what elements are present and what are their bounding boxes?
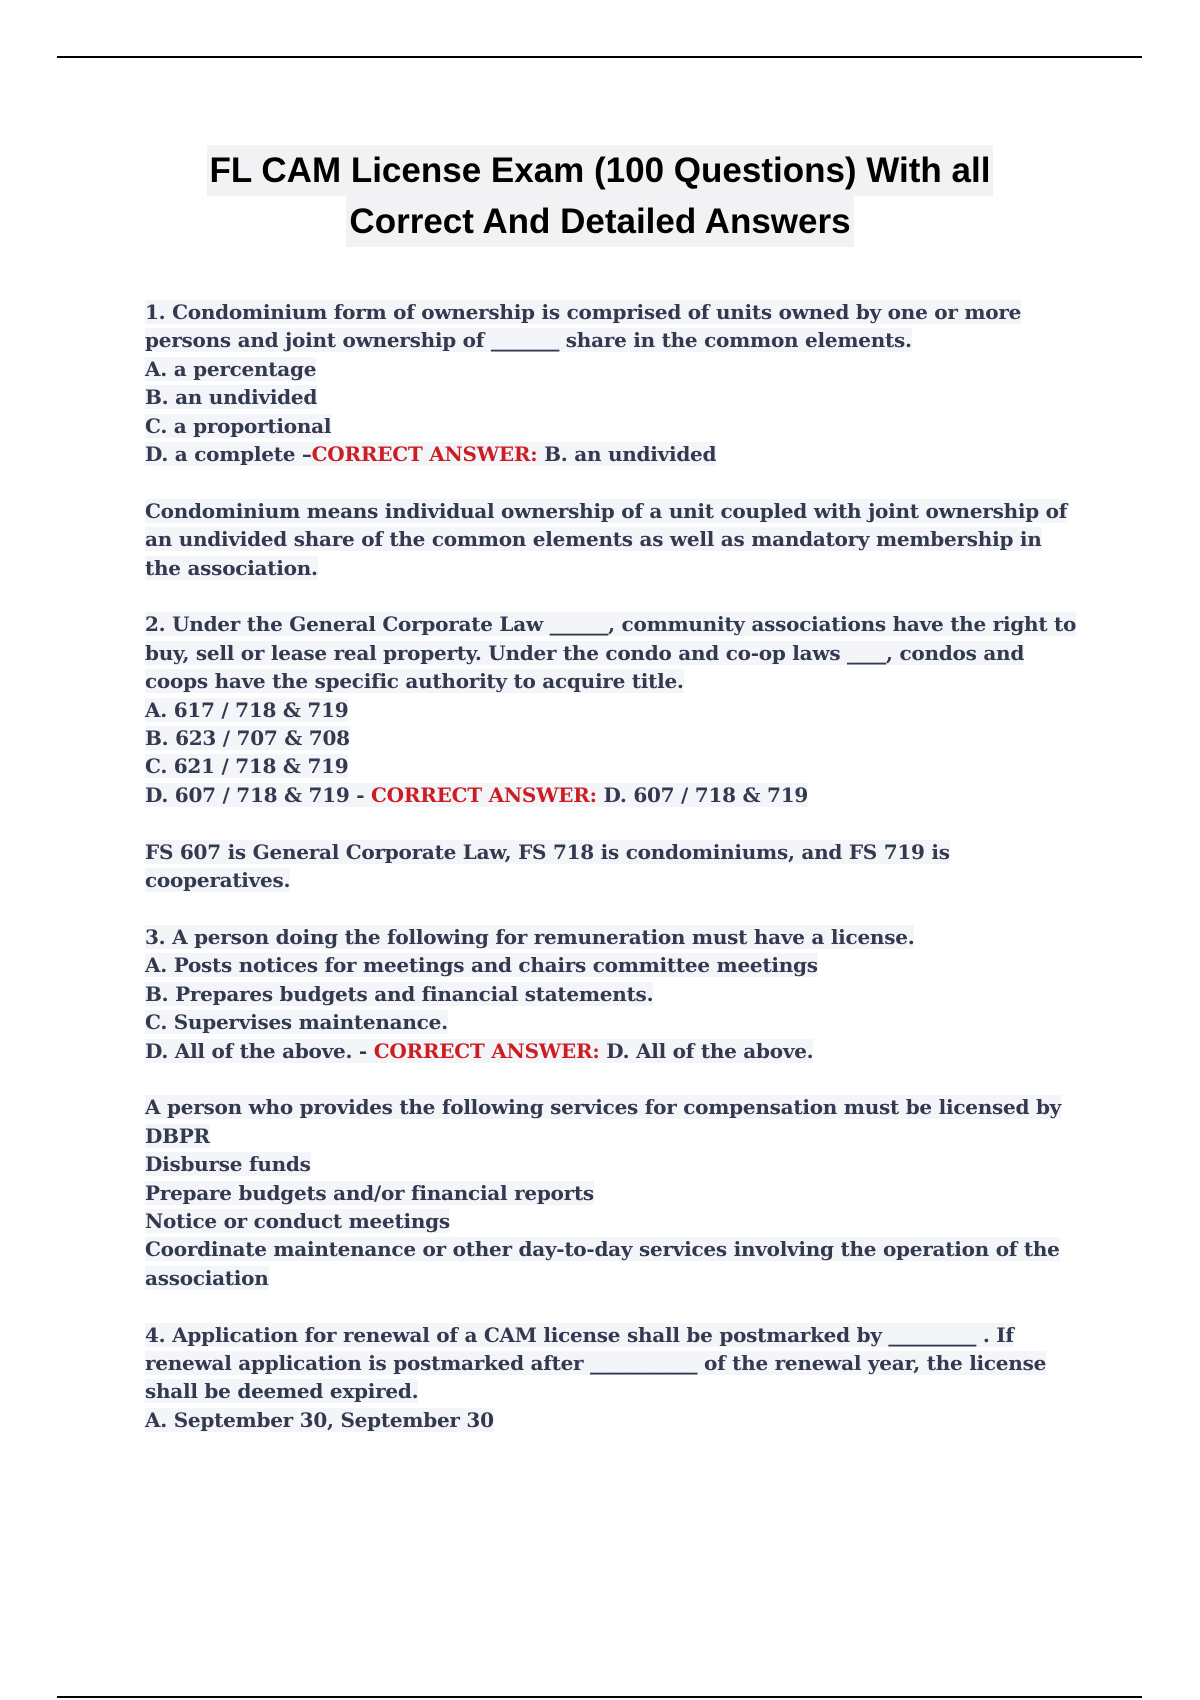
option-a: A. 617 / 718 & 719 [145,697,349,722]
option-a: A. Posts notices for meetings and chairs committee meetings [145,953,818,978]
question-text: shall be deemed expired. [145,1379,419,1404]
question-text: 3. A person doing the following for remuneration must have a license. [145,924,915,949]
correct-answer-label: CORRECT ANSWER: [371,782,597,807]
option-c: C. Supervises maintenance. [145,1010,448,1035]
document-body [145,298,1085,1434]
document-title [0,145,1200,247]
question-3 [145,923,1085,1065]
correct-answer: B. an undivided [537,442,717,467]
correct-answer: D. 607 / 718 & 719 [596,782,809,807]
question-text: coops have the specific authority to acquire title. [145,669,684,694]
correct-answer: D. All of the above. [599,1038,814,1063]
explanation-2: FS 607 is General Corporate Law, FS 718 is condominiums, and FS 719 is cooperatives. [145,839,950,893]
question-text: 4. Application for renewal of a CAM license shall be postmarked by _________ . If [145,1322,1014,1347]
option-b: B. an undivided [145,385,318,410]
option-d: D. All of the above. - CORRECT ANSWER: D. All of the above. [145,1038,814,1063]
title-line-1: FL CAM License Exam (100 Questions) With all [207,145,994,196]
bottom-rule [57,1696,1142,1698]
option-c: C. a proportional [145,413,332,438]
explanation-1: Condominium means individual ownership of a unit coupled with joint ownership of an undivided share of the common elements as well as mandatory membership in the association. [145,498,1068,580]
question-text: 1. Condominium form of ownership is comprised of units owned by one or more [145,300,1022,324]
option-a: A. September 30, September 30 [145,1407,494,1432]
option-b: B. Prepares budgets and financial statements. [145,981,654,1006]
question-text: 2. Under the General Corporate Law ______, community associations have the right to [145,612,1077,637]
question-4 [145,1321,1085,1435]
correct-answer-label: CORRECT ANSWER: [311,442,538,467]
question-text: buy, sell or lease real property. Under the condo and co-op laws ____, condos and [145,640,1025,665]
question-1 [145,298,1085,468]
top-rule [57,56,1142,58]
correct-answer-label: CORRECT ANSWER: [373,1038,600,1063]
option-d: D. a complete –CORRECT ANSWER: B. an undivided [145,442,717,467]
question-text: renewal application is postmarked after ___________ of the renewal year, the license [145,1350,1047,1375]
explanation-3: A person who provides the following services for compensation must be licensed by DBPR Disburse funds Prepare budgets and/or financial reports Notice or conduct meetings Coordinate maintenance or other day-to-day services involving the operation of the association [145,1095,1062,1290]
option-c: C. 621 / 718 & 719 [145,754,349,779]
question-text: persons and joint ownership of _______ share in the common elements. [145,328,912,353]
question-2 [145,610,1085,809]
option-a: A. a percentage [145,356,317,381]
option-b: B. 623 / 707 & 708 [145,726,350,751]
title-line-2: Correct And Detailed Answers [346,196,853,247]
option-d: D. 607 / 718 & 719 - CORRECT ANSWER: D. 607 / 718 & 719 [145,782,809,807]
